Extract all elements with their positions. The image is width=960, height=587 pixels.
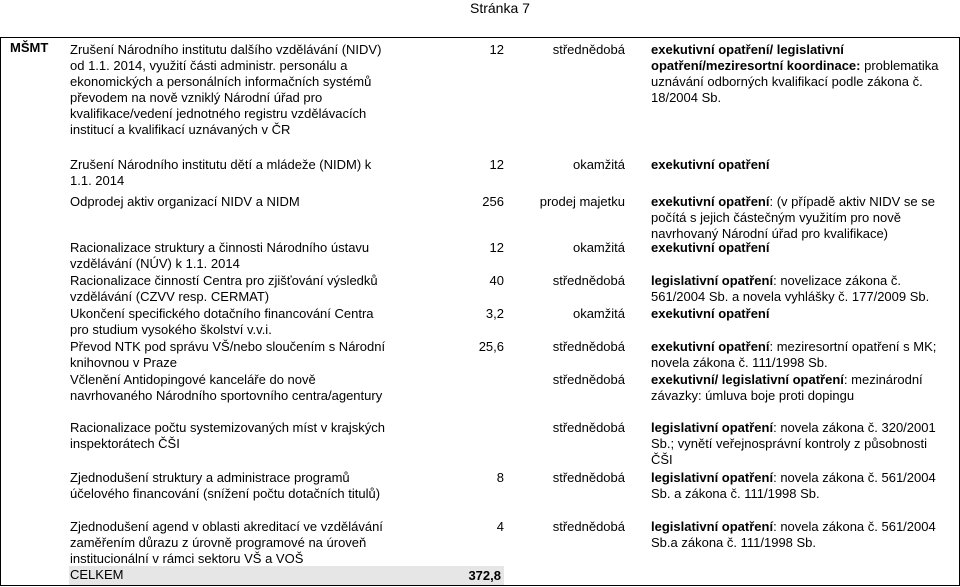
amount-value: 25,6 — [478, 339, 504, 354]
measure-line: ekonomických a personálních informačních systémů — [70, 74, 372, 89]
type-bold-text: exekutivní opatření — [651, 157, 770, 172]
type-text: : novela zákona č. 561/2004 — [773, 519, 936, 534]
measure-line: Racionalizace činností Centra pro zjišťování výsledků — [70, 273, 378, 288]
term-value: střednědobá — [552, 519, 625, 534]
type-line — [651, 58, 939, 74]
type-text: počítá s jejich částečným využitím pro nově — [651, 210, 901, 225]
type-line — [651, 339, 936, 355]
type-bold-text: exekutivní opatření — [651, 339, 770, 354]
type-text: : mezinárodní — [843, 372, 923, 387]
type-text: : novelizace zákona č. — [773, 273, 901, 288]
type-text: : (v případě aktiv NIDV se se — [769, 194, 935, 209]
measure-text — [70, 372, 382, 404]
type-text: navrhovaný Národní úřad pro kvalifikace) — [651, 226, 889, 241]
type-line — [651, 372, 923, 388]
amount-value: 12 — [489, 240, 504, 255]
measure-line: Ukončení specifického dotačního financování Centra — [70, 306, 374, 321]
type-line — [651, 210, 935, 226]
type-bold-text: legislativní opatření — [651, 420, 774, 435]
measure-line: od 1.1. 2014, využití části administr. personálu a — [70, 58, 348, 73]
measure-line: účelového financování (snížení počtu dotačních titulů) — [70, 486, 381, 501]
type-bold-text: exekutivní opatření/ legislativní — [651, 42, 844, 57]
measure-type — [651, 339, 936, 371]
total-row — [69, 566, 504, 585]
type-bold-text: exekutivní/ legislativní opatření — [651, 372, 844, 387]
measure-line: Zrušení Národního institutu dětí a mládeže (NIDM) k — [70, 157, 372, 172]
type-line — [651, 470, 936, 486]
measure-line: institucionální v rámci sektoru VŠ a VOŠ — [70, 551, 304, 566]
type-line — [651, 306, 769, 322]
measure-type — [651, 420, 936, 468]
amount-value: 40 — [489, 273, 504, 288]
measure-type — [651, 306, 769, 322]
type-line — [651, 194, 935, 210]
type-line — [651, 90, 939, 106]
total-amount: 372,8 — [468, 568, 501, 583]
measure-text — [70, 240, 369, 272]
measure-line: Racionalizace počtu systemizovaných míst v krajských — [70, 420, 386, 435]
term-value: střednědobá — [552, 273, 625, 288]
term-value: okamžitá — [572, 157, 625, 172]
amount-value: 3,2 — [485, 306, 504, 321]
type-line — [651, 289, 929, 305]
measure-text — [70, 157, 371, 189]
term-value: okamžitá — [572, 306, 625, 321]
measure-type — [651, 519, 936, 551]
measure-text — [70, 306, 374, 338]
measure-line: Zrušení Národního institutu dalšího vzdělávání (NIDV) — [70, 42, 382, 57]
type-text: : meziresortní opatření s MK; — [769, 339, 937, 354]
measure-text — [70, 42, 381, 138]
type-text: : novela zákona č. 320/2001 — [773, 420, 936, 435]
type-line — [651, 519, 936, 535]
measure-type — [651, 273, 929, 305]
term-value: okamžitá — [572, 240, 625, 255]
type-bold-text: legislativní opatření — [651, 470, 774, 485]
measure-type — [651, 372, 923, 404]
measure-line: Odprodej aktiv organizací NIDV a NIDM — [70, 194, 300, 209]
type-text: 18/2004 Sb. — [651, 90, 722, 105]
type-line — [651, 157, 769, 173]
table-top-border — [0, 37, 960, 38]
type-bold-text: legislativní opatření — [651, 273, 774, 288]
measure-line: Včlenění Antidopingové kanceláře do nově — [70, 372, 316, 387]
measure-line: Zjednodušení agend v oblasti akreditací ve vzdělávání — [70, 519, 383, 534]
term-value: střednědobá — [552, 470, 625, 485]
measure-type — [651, 470, 936, 502]
type-text: novela zákona č. 111/1998 Sb. — [651, 355, 828, 370]
type-line — [651, 240, 769, 256]
type-text: : novela zákona č. 561/2004 — [773, 470, 936, 485]
type-line — [651, 355, 936, 371]
term-value: střednědobá — [552, 339, 625, 354]
type-line — [651, 42, 939, 58]
type-line — [651, 436, 936, 452]
measure-text — [70, 519, 383, 567]
measure-line: zaměřením důrazu z úrovně programové na úroveň — [70, 535, 367, 550]
total-label: CELKEM — [70, 567, 124, 582]
amount-value: 12 — [489, 157, 504, 172]
type-text: Sb.a zákona č. 111/1998 Sb. — [651, 535, 817, 550]
type-bold-text: exekutivní opatření — [651, 240, 770, 255]
type-line — [651, 535, 936, 551]
type-bold-text: legislativní opatření — [651, 519, 774, 534]
amount-value: 256 — [482, 194, 504, 209]
measure-line: kvalifikace/vedení jednotného registru vzdělávacích — [70, 106, 367, 121]
type-line — [651, 452, 936, 468]
term-value: střednědobá — [552, 372, 625, 387]
measure-line: institucí a kvalifikací uznávaných v ČR — [70, 122, 291, 137]
type-line — [651, 486, 936, 502]
measure-line: vzdělávání (CZVV resp. CERMAT) — [70, 289, 270, 304]
type-text: ČŠI — [651, 452, 673, 467]
measure-line: Racionalizace struktury a činnosti Národního ústavu — [70, 240, 370, 255]
term-value: střednědobá — [552, 42, 625, 57]
amount-value: 8 — [496, 470, 504, 485]
type-text: závazky: úmluva boje proti dopingu — [651, 388, 855, 403]
term-value: prodej majetku — [539, 194, 625, 209]
page-header: Stránka 7 — [470, 0, 530, 16]
measure-text — [70, 194, 300, 210]
measure-type — [651, 194, 935, 242]
measure-line: pro studium vysokého školství v.v.i. — [70, 322, 272, 337]
type-text: uznávání odborných kvalifikací podle zákona č. — [651, 74, 923, 89]
type-line — [651, 420, 936, 436]
amount-value: 12 — [489, 42, 504, 57]
measure-text — [70, 273, 378, 305]
measure-line: Zjednodušení struktury a administrace programů — [70, 470, 350, 485]
table-left-border — [0, 37, 1, 586]
measure-type — [651, 157, 769, 173]
measure-text — [70, 339, 385, 371]
measure-type — [651, 42, 939, 106]
type-line — [651, 273, 929, 289]
measure-line: převodem na nově vzniklý Národní úřad pro — [70, 90, 323, 105]
type-text: problematika — [860, 58, 939, 73]
measure-type — [651, 240, 769, 256]
measure-line: navrhovaného Národního sportovního centra/agentury — [70, 388, 383, 403]
type-text: 561/2004 Sb. a novela vyhlášky č. 177/2009 Sb. — [651, 289, 930, 304]
type-text: Sb.; vynětí veřejnosprávní kontroly z působnosti — [651, 436, 928, 451]
type-bold-text: exekutivní opatření — [651, 194, 770, 209]
type-line — [651, 388, 923, 404]
measure-text — [70, 420, 385, 452]
measure-line: vzdělávání (NÚV) k 1.1. 2014 — [70, 256, 240, 271]
ministry-label: MŠMT — [10, 40, 49, 55]
type-bold-text: opatření/meziresortní koordinace: — [651, 58, 861, 73]
measure-line: 1.1. 2014 — [70, 173, 125, 188]
measure-text — [70, 470, 380, 502]
term-value: střednědobá — [552, 420, 625, 435]
table-bottom-border — [0, 585, 960, 586]
type-text: Sb. a zákona č. 111/1998 Sb. — [651, 486, 820, 501]
measure-line: knihovnou v Praze — [70, 355, 177, 370]
amount-value: 4 — [496, 519, 504, 534]
type-bold-text: exekutivní opatření — [651, 306, 770, 321]
type-line — [651, 74, 939, 90]
measure-line: Převod NTK pod správu VŠ/nebo sloučením s Národní — [70, 339, 386, 354]
measure-line: inspektorátech ČŠI — [70, 436, 180, 451]
